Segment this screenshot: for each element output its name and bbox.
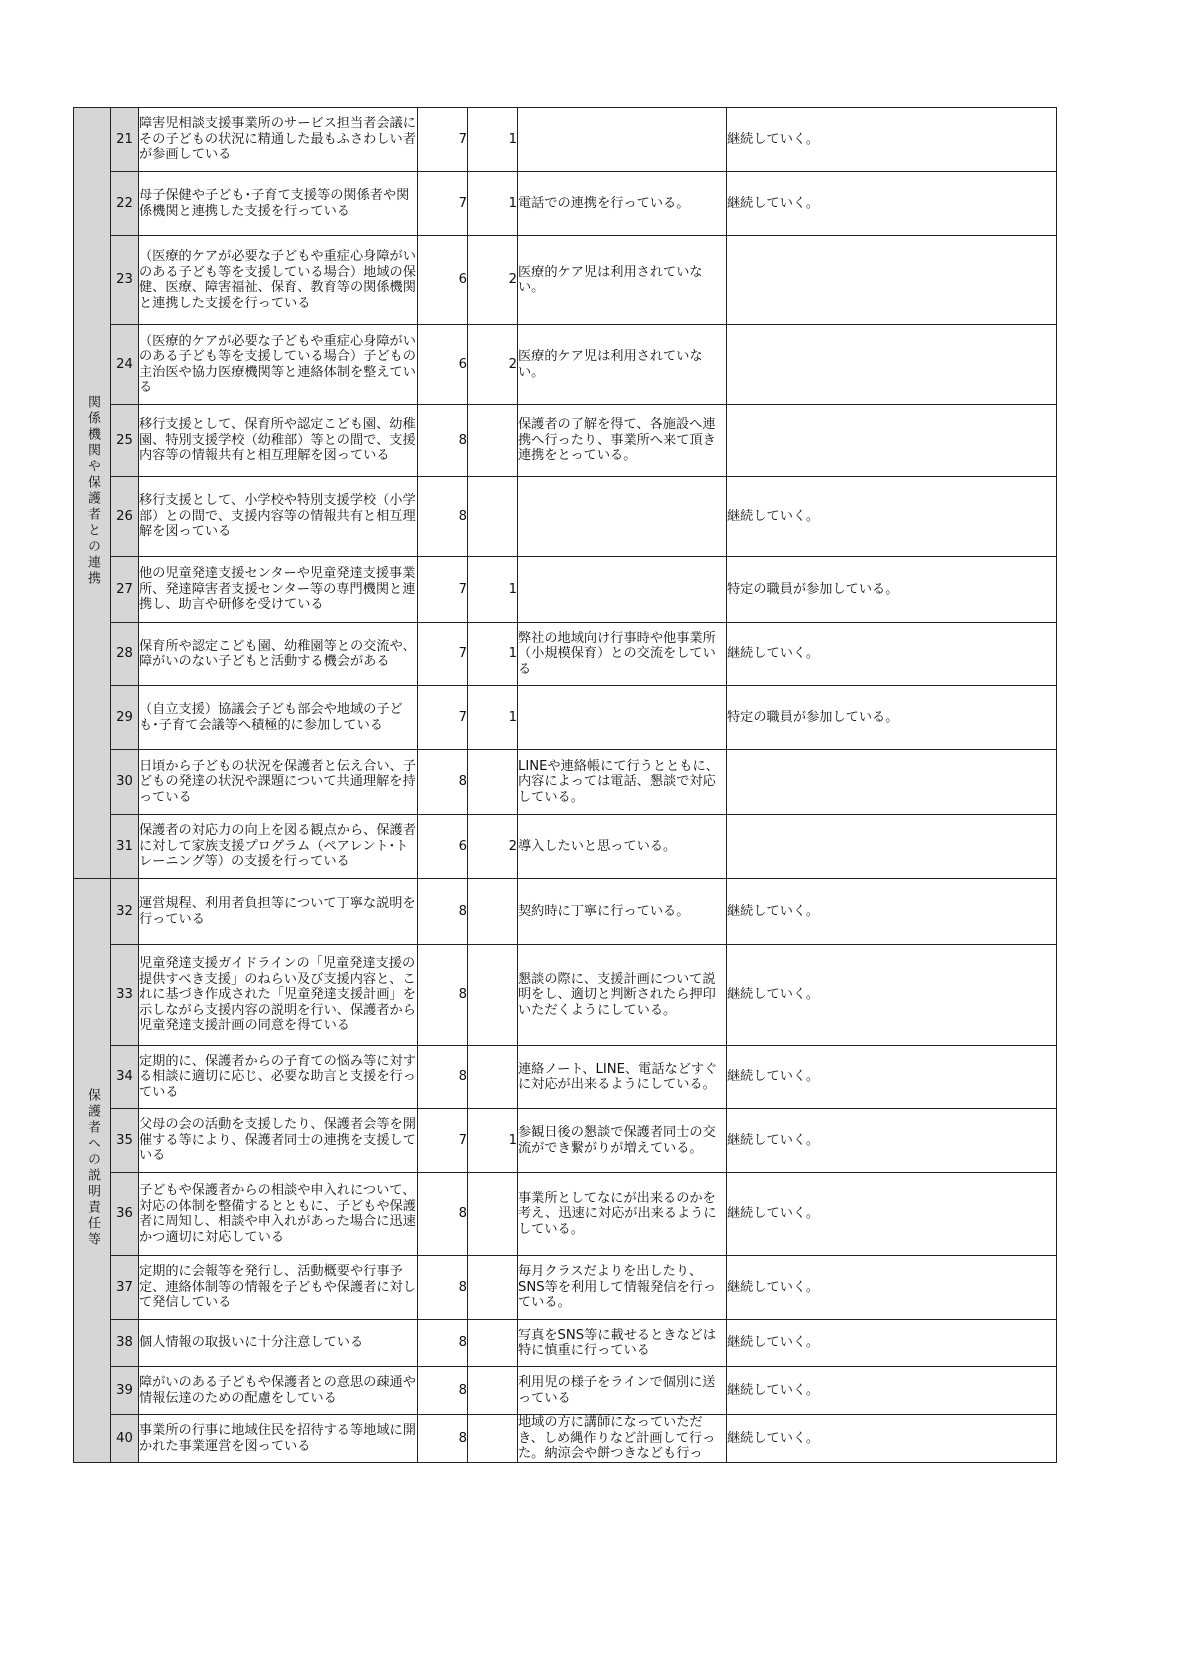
- table-row: [74, 1256, 1057, 1320]
- no-count: [468, 945, 518, 1046]
- evaluation-text: 懇談の際に、支援計画について説明をし、適切と判断されたら押印いただくようにしている。: [518, 945, 727, 1046]
- improvement-text: 継続していく。: [727, 623, 1057, 686]
- yes-count: 7: [418, 557, 468, 623]
- item-text: 保育所や認定こども園、幼稚園等との交流や、障がいのない子どもと活動する機会がある: [139, 623, 418, 686]
- improvement-text: 継続していく。: [727, 879, 1057, 945]
- table-row: [74, 623, 1057, 686]
- improvement-text: 継続していく。: [727, 477, 1057, 557]
- no-count: [468, 750, 518, 815]
- row-number: 28: [111, 623, 139, 686]
- table-row: [74, 236, 1057, 325]
- row-number: 31: [111, 815, 139, 879]
- row-number: 29: [111, 686, 139, 750]
- item-text: （医療的ケアが必要な子どもや重症心身障がいのある子ども等を支援している場合）子どもの主治医や協力医療機関等と連絡体制を整えている: [139, 325, 418, 405]
- yes-count: 6: [418, 236, 468, 325]
- evaluation-text: 利用児の様子をラインで個別に送っている: [518, 1367, 727, 1415]
- evaluation-text: [518, 477, 727, 557]
- table-row: [74, 750, 1057, 815]
- yes-count: 8: [418, 750, 468, 815]
- item-text: 児童発達支援ガイドラインの「児童発達支援の提供すべき支援」のねらい及び支援内容と、これに基づき作成された「児童発達支援計画」を示しながら支援内容の説明を行い、保護者から児童発達支援計画の同意を得ている: [139, 945, 418, 1046]
- no-count: 1: [468, 108, 518, 172]
- evaluation-text: [518, 108, 727, 172]
- item-text: 母子保健や子ども･子育て支援等の関係者や関係機関と連携した支援を行っている: [139, 172, 418, 236]
- improvement-text: [727, 750, 1057, 815]
- evaluation-table: [73, 107, 1057, 1463]
- row-number: 36: [111, 1173, 139, 1256]
- no-count: 2: [468, 236, 518, 325]
- table-row: [74, 1320, 1057, 1367]
- table-row: [74, 1173, 1057, 1256]
- category-cell: [74, 879, 111, 1463]
- yes-count: 8: [418, 1256, 468, 1320]
- evaluation-text: LINEや連絡帳にて行うとともに、内容によっては電話、懇談で対応している。: [518, 750, 727, 815]
- row-number: 30: [111, 750, 139, 815]
- improvement-text: 継続していく。: [727, 1046, 1057, 1109]
- improvement-text: 継続していく。: [727, 1109, 1057, 1173]
- row-number: 22: [111, 172, 139, 236]
- table-row: [74, 815, 1057, 879]
- yes-count: 8: [418, 405, 468, 477]
- yes-count: 6: [418, 325, 468, 405]
- yes-count: 8: [418, 1173, 468, 1256]
- item-text: 移行支援として、保育所や認定こども園、幼稚園、特別支援学校（幼稚部）等との間で、支援内容等の情報共有と相互理解を図っている: [139, 405, 418, 477]
- improvement-text: 継続していく。: [727, 108, 1057, 172]
- improvement-text: 継続していく。: [727, 1256, 1057, 1320]
- item-text: 子どもや保護者からの相談や申入れについて、対応の体制を整備するとともに、子どもや保護者に周知し、相談や申入れがあった場合に迅速かつ適切に対応している: [139, 1173, 418, 1256]
- evaluation-text: 地域の方に講師になっていただき、しめ縄作りなど計画して行った。納涼会や餅つきなども行っ: [518, 1415, 727, 1463]
- improvement-text: 継続していく。: [727, 1367, 1057, 1415]
- row-number: 25: [111, 405, 139, 477]
- table-row: [74, 405, 1057, 477]
- item-text: 運営規程、利用者負担等について丁寧な説明を行っている: [139, 879, 418, 945]
- item-text: 保護者の対応力の向上を図る観点から、保護者に対して家族支援プログラム（ペアレント･トレーニング等）の支援を行っている: [139, 815, 418, 879]
- evaluation-text: 連絡ノート、LINE、電話などすぐに対応が出来るようにしている。: [518, 1046, 727, 1109]
- table-row: [74, 1109, 1057, 1173]
- no-count: 1: [468, 557, 518, 623]
- no-count: [468, 477, 518, 557]
- yes-count: 7: [418, 686, 468, 750]
- row-number: 35: [111, 1109, 139, 1173]
- yes-count: 7: [418, 108, 468, 172]
- improvement-text: 特定の職員が参加している。: [727, 557, 1057, 623]
- table-row: [74, 1415, 1057, 1463]
- row-number: 32: [111, 879, 139, 945]
- row-number: 40: [111, 1415, 139, 1463]
- improvement-text: 継続していく。: [727, 1320, 1057, 1367]
- improvement-text: 継続していく。: [727, 945, 1057, 1046]
- row-number: 21: [111, 108, 139, 172]
- evaluation-text: 契約時に丁寧に行っている。: [518, 879, 727, 945]
- yes-count: 8: [418, 1046, 468, 1109]
- category-label: 関係機関や保護者との連携: [85, 394, 100, 587]
- item-text: 障害児相談支援事業所のサービス担当者会議にその子どもの状況に精通した最もふさわしい者が参画している: [139, 108, 418, 172]
- improvement-text: [727, 405, 1057, 477]
- category-label: 保護者への説明責任等: [85, 1088, 100, 1249]
- item-text: 他の児童発達支援センターや児童発達支援事業所、発達障害者支援センター等の専門機関と連携し、助言や研修を受けている: [139, 557, 418, 623]
- no-count: 1: [468, 686, 518, 750]
- evaluation-text: 毎月クラスだよりを出したり、SNS等を利用して情報発信を行っている。: [518, 1256, 727, 1320]
- no-count: 2: [468, 325, 518, 405]
- evaluation-text: [518, 686, 727, 750]
- yes-count: 7: [418, 1109, 468, 1173]
- row-number: 34: [111, 1046, 139, 1109]
- evaluation-text: 写真をSNS等に載せるときなどは特に慎重に行っている: [518, 1320, 727, 1367]
- no-count: 1: [468, 1109, 518, 1173]
- table-row: [74, 325, 1057, 405]
- yes-count: 7: [418, 172, 468, 236]
- improvement-text: [727, 236, 1057, 325]
- no-count: 1: [468, 172, 518, 236]
- evaluation-text: 保護者の了解を得て、各施設へ連携へ行ったり、事業所へ来て頂き連携をとっている。: [518, 405, 727, 477]
- table-row: [74, 1046, 1057, 1109]
- yes-count: 8: [418, 1415, 468, 1463]
- evaluation-text: 導入したいと思っている。: [518, 815, 727, 879]
- row-number: 37: [111, 1256, 139, 1320]
- item-text: 個人情報の取扱いに十分注意している: [139, 1320, 418, 1367]
- yes-count: 6: [418, 815, 468, 879]
- table-row: [74, 1367, 1057, 1415]
- row-number: 27: [111, 557, 139, 623]
- row-number: 38: [111, 1320, 139, 1367]
- yes-count: 8: [418, 1367, 468, 1415]
- row-number: 23: [111, 236, 139, 325]
- evaluation-text: 参観日後の懇談で保護者同士の交流ができ繋がりが増えている。: [518, 1109, 727, 1173]
- row-number: 33: [111, 945, 139, 1046]
- yes-count: 7: [418, 623, 468, 686]
- item-text: 定期的に、保護者からの子育ての悩み等に対する相談に適切に応じ、必要な助言と支援を行っている: [139, 1046, 418, 1109]
- table-row: [74, 108, 1057, 172]
- no-count: [468, 405, 518, 477]
- evaluation-text: 電話での連携を行っている。: [518, 172, 727, 236]
- no-count: [468, 879, 518, 945]
- item-text: 父母の会の活動を支援したり、保護者会等を開催する等により、保護者同士の連携を支援している: [139, 1109, 418, 1173]
- improvement-text: [727, 325, 1057, 405]
- no-count: [468, 1367, 518, 1415]
- table-row: [74, 172, 1057, 236]
- item-text: （医療的ケアが必要な子どもや重症心身障がいのある子ども等を支援している場合）地域の保健、医療、障害福祉、保育、教育等の関係機関と連携した支援を行っている: [139, 236, 418, 325]
- no-count: [468, 1256, 518, 1320]
- improvement-text: 特定の職員が参加している。: [727, 686, 1057, 750]
- item-text: 障がいのある子どもや保護者との意思の疎通や情報伝達のための配慮をしている: [139, 1367, 418, 1415]
- table-row: [74, 557, 1057, 623]
- table-row: [74, 945, 1057, 1046]
- improvement-text: 継続していく。: [727, 1173, 1057, 1256]
- item-text: 定期的に会報等を発行し、活動概要や行事予定、連絡体制等の情報を子どもや保護者に対して発信している: [139, 1256, 418, 1320]
- table-row: [74, 686, 1057, 750]
- item-text: 日頃から子どもの状況を保護者と伝え合い、子どもの発達の状況や課題について共通理解を持っている: [139, 750, 418, 815]
- row-number: 39: [111, 1367, 139, 1415]
- item-text: （自立支援）協議会子ども部会や地域の子ども･子育て会議等へ積極的に参加している: [139, 686, 418, 750]
- yes-count: 8: [418, 1320, 468, 1367]
- yes-count: 8: [418, 477, 468, 557]
- table-row: [74, 879, 1057, 945]
- evaluation-text: 医療的ケア児は利用されていない。: [518, 325, 727, 405]
- item-text: 移行支援として、小学校や特別支援学校（小学部）との間で、支援内容等の情報共有と相互理解を図っている: [139, 477, 418, 557]
- no-count: [468, 1173, 518, 1256]
- item-text: 事業所の行事に地域住民を招待する等地域に開かれた事業運営を図っている: [139, 1415, 418, 1463]
- evaluation-text: 事業所としてなにが出来るのかを考え、迅速に対応が出来るようにしている。: [518, 1173, 727, 1256]
- improvement-text: 継続していく。: [727, 172, 1057, 236]
- no-count: [468, 1415, 518, 1463]
- evaluation-text: 医療的ケア児は利用されていない。: [518, 236, 727, 325]
- no-count: [468, 1320, 518, 1367]
- evaluation-text: 弊社の地域向け行事時や他事業所（小規模保育）との交流をしている: [518, 623, 727, 686]
- category-cell: [74, 108, 111, 879]
- no-count: 1: [468, 623, 518, 686]
- improvement-text: [727, 815, 1057, 879]
- table-row: [74, 477, 1057, 557]
- row-number: 24: [111, 325, 139, 405]
- row-number: 26: [111, 477, 139, 557]
- yes-count: 8: [418, 879, 468, 945]
- no-count: [468, 1046, 518, 1109]
- evaluation-text: [518, 557, 727, 623]
- improvement-text: 継続していく。: [727, 1415, 1057, 1463]
- yes-count: 8: [418, 945, 468, 1046]
- no-count: 2: [468, 815, 518, 879]
